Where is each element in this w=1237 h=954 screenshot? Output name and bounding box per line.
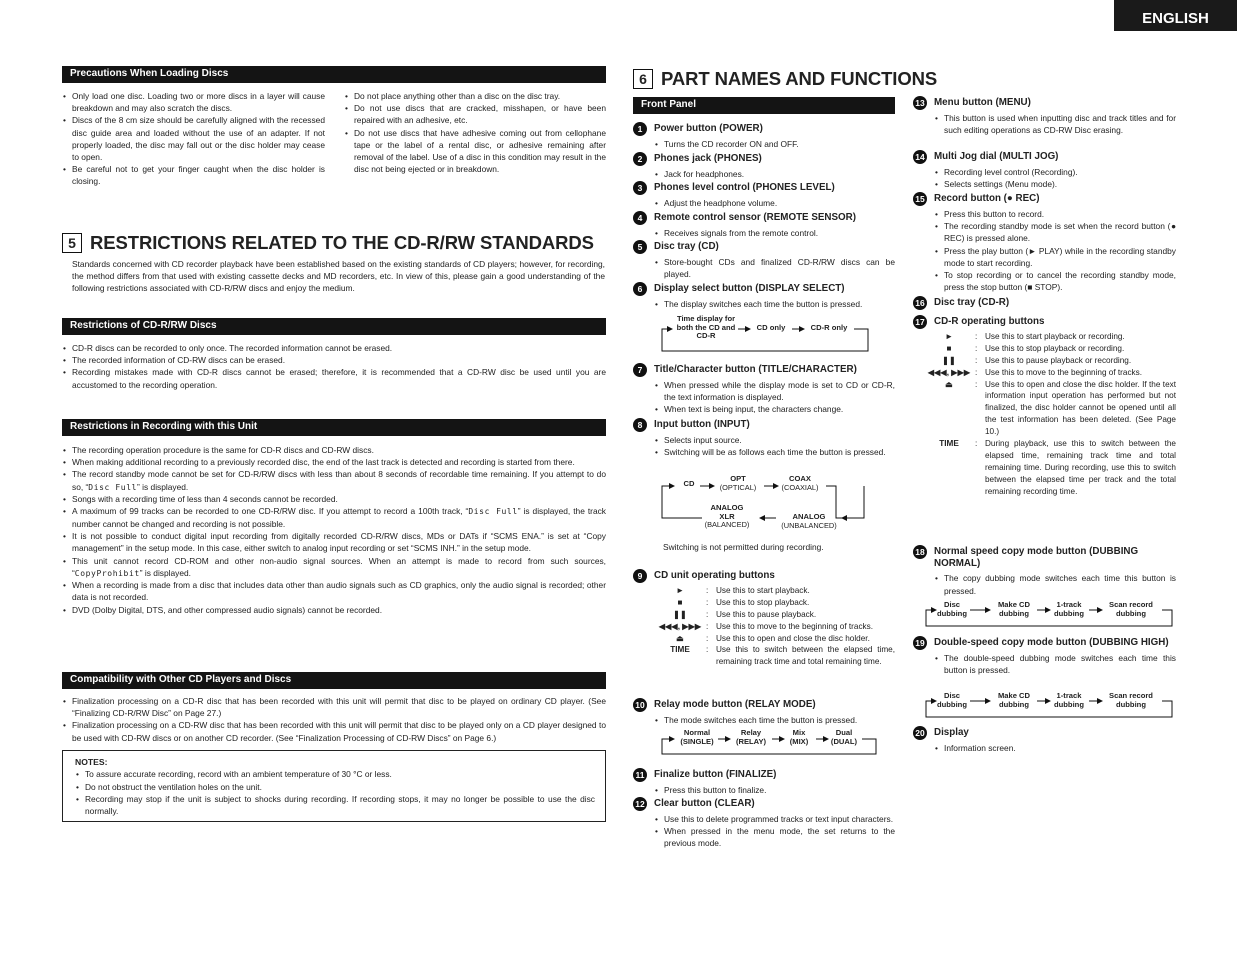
section-5-intro: Standards concerned with CD recorder playback have been established based on the existing standards of CD players; however, for recording, the method differs from that used with existing cassette decks and MD recorders, etc. In view of this, please gain a good understanding of the following restrictions associated with CD-R/RW discs and enjoy the medium.: [72, 259, 605, 294]
eject-icon: ⏏: [676, 633, 684, 643]
section-title: PART NAMES AND FUNCTIONS: [661, 68, 938, 89]
display-message: Disc Full: [88, 482, 138, 492]
list-item: • When making additional recording to a previously recorded disc, the end of the last track is detected and recording is started from there.: [62, 456, 606, 468]
key-desc: Use this to start playback.: [716, 586, 810, 595]
item-desc: • Turns the CD recorder ON and OFF.: [654, 138, 895, 150]
flow-node-label: (RELAY): [735, 736, 767, 746]
item-number: 13: [913, 96, 927, 110]
flow-node-label: Normal: [683, 728, 711, 737]
flow-node-label: dubbing: [937, 608, 967, 618]
flow-node-label: Scan record: [1109, 691, 1153, 700]
item-title: Display select button (DISPLAY SELECT): [654, 283, 845, 294]
key-list: ► : Use this to start playback or recording. ■ : Use this to stop playback or recording. ❚❚ : Use this to pause playback or recording. ◀◀◀, ▶▶▶ : Use this to move to the beginning of tracks. ⏏ : Use this to open and close the disc holder. If the text information input operation has performed but not finalized, the disc holder cannot be opened until all the test information has been deleted. (See Page 10.) TIME : During playback, use this to switch between the elapsed time, remaining track time and total remaining time. During recording, use this to switch between the elapsed time per track and the total remaining recording time.: [923, 331, 1176, 497]
part-item-13: [913, 97, 1176, 136]
dubbing-normal-flow-arrows: [924, 604, 1178, 630]
flow-node-label: dubbing: [1116, 608, 1146, 618]
item-title: Remote control sensor (REMOTE SENSOR): [654, 212, 856, 223]
restrictions-cdrrw-heading: Restrictions of CD-R/RW Discs: [62, 318, 606, 335]
list-item: • Finalization processing on a CD-R disc that has been recorded with this unit will permit that disc to be played on ordinary CD player. (See “Finalizing CD-R/RW Disc” on Page 27.): [62, 695, 606, 719]
item-number: 7: [633, 363, 647, 377]
list-item: • The recording operation procedure is the same for CD-R discs and CD-RW discs.: [62, 444, 606, 456]
flow-node-sub: (BALANCED): [704, 520, 750, 530]
input-flow-note: Switching is not permitted during recording.: [663, 542, 824, 552]
flow-node-cd-only: CD only: [756, 323, 786, 332]
list-item: • Finalization processing on a CD-RW disc that has been recorded with this unit will permit that disc to be played only on a CD player designed to be used with CD-RW discs or on another CD recorder. (See “Finalization Processing of CD-RW Discs” on Page 6.): [62, 719, 606, 743]
compatibility-heading: Compatibility with Other CD Players and Discs: [62, 672, 606, 689]
section-number: 6: [633, 69, 653, 89]
item-desc: • The display switches each time the button is pressed.: [654, 298, 895, 310]
part-item-14: [913, 151, 1176, 190]
key-desc: Use this to pause playback or recording.: [985, 355, 1132, 365]
flow-node-label: (DUAL): [830, 736, 858, 746]
stop-icon: ■: [677, 597, 683, 607]
play-icon: ►: [944, 332, 954, 341]
item-title: CD-R operating buttons: [934, 316, 1045, 327]
list-item: • Do not use discs that have adhesive coming out from cellophane tape or the label of a rental disc, or adhesive remaining after removal of the label. Use of a disc in this condition may result in the disc not being ejected or in breakdown.: [344, 127, 606, 176]
flow-node-cd: CD: [683, 479, 695, 488]
display-message: CopyProhibit: [74, 568, 140, 578]
list-item: • Songs with a recording time of less than 4 seconds cannot be recorded.: [62, 493, 606, 505]
item-title: Clear button (CLEAR): [654, 798, 755, 809]
item-title: Phones jack (PHONES): [654, 153, 762, 164]
part-item-6: [633, 283, 895, 310]
part-item-3: [633, 182, 895, 209]
flow-node-label: COAX: [789, 474, 811, 483]
list-item: • Be careful not to get your finger caught when the disc holder is closing.: [62, 163, 325, 187]
skip-icon: ◀◀◀, ▶▶▶: [658, 621, 702, 631]
stop-icon: ■: [946, 343, 952, 353]
relay-mode-flow-arrows: [660, 732, 880, 758]
item-number: 1: [633, 122, 647, 136]
key-desc: Use this to move to the beginning of tracks.: [716, 621, 874, 631]
item-desc: • The double-speed dubbing mode switches each time this button is pressed.: [934, 652, 1176, 676]
flow-node-label: (SINGLE): [680, 736, 714, 746]
flow-node-label: Mix: [792, 728, 806, 737]
section-5-heading: [62, 230, 594, 257]
item-text: The record standby mode cannot be set for CD-R/RW discs with less than about 8 seconds of recordable time remaining. If you attempt to do so, “: [72, 469, 606, 492]
part-item-7: [633, 364, 895, 416]
flow-node-time-display: Time display for both the CD and CD-R: [676, 314, 736, 341]
list-item: • Recording mistakes made with CD-R discs cannot be erased; therefore, it is recommended that a CD-RW disc be used until you are accustomed to the recording operation.: [62, 366, 606, 390]
list-item: [62, 505, 606, 530]
section-6-heading: [633, 66, 937, 93]
item-desc: • Press the play button (► PLAY) while in the recording standby mode to start recording.: [934, 245, 1176, 269]
list-item: [62, 468, 606, 493]
list-item: • Do not use discs that are cracked, misshapen, or have been repaired with an adhesive, etc.: [344, 102, 606, 126]
item-title: Double-speed copy mode button (DUBBING HIGH): [934, 637, 1169, 648]
item-desc: • Switching will be as follows each time the button is pressed.: [654, 446, 895, 458]
flow-node-label: Scan record: [1109, 600, 1153, 609]
item-title: Relay mode button (RELAY MODE): [654, 699, 816, 710]
item-title: Finalize button (FINALIZE): [654, 769, 777, 780]
language-tab: ENGLISH: [1114, 0, 1237, 31]
item-desc: • Press this button to record.: [934, 208, 1176, 220]
item-number: 4: [633, 211, 647, 225]
item-desc: • Receives signals from the remote control.: [654, 227, 895, 239]
list-item: • When a recording is made from a disc that includes data other than audio signals such as CD graphics, only the audio signal is recorded; other data is not recorded.: [62, 579, 606, 603]
item-number: 6: [633, 282, 647, 296]
item-title: Input button (INPUT): [654, 419, 750, 430]
flow-node-label: ANALOG: [710, 503, 744, 512]
restrictions-unit-list: [62, 444, 606, 616]
time-key: TIME: [670, 645, 690, 655]
item-desc: • Jack for headphones.: [654, 168, 895, 180]
item-title: Disc tray (CD-R): [934, 297, 1010, 308]
skip-icon: ◀◀◀, ▶▶▶: [927, 367, 971, 377]
notes-box: [62, 750, 606, 822]
key-desc: During playback, use this to switch between the elapsed time, remaining track time and total remaining time. During recording, use this to switch between the elapsed time per track and the total remaining recording time.: [985, 439, 1176, 496]
eject-icon: ⏏: [945, 379, 953, 389]
flow-node-label: Make CD: [997, 691, 1031, 700]
list-item: [62, 555, 606, 580]
item-text: ” is displayed, the track number cannot be changed and recording is not possible.: [72, 506, 606, 529]
list-item: • To assure accurate recording, record with an ambient temperature of 30 °C or less.: [75, 768, 595, 780]
key-desc: Use this to stop playback.: [716, 597, 810, 607]
part-item-17: [913, 316, 1176, 497]
item-number: 17: [913, 315, 927, 329]
section-title: RESTRICTIONS RELATED TO THE CD-R/RW STANDARDS: [90, 232, 594, 253]
notes-list: [75, 768, 595, 817]
precautions-heading: Precautions When Loading Discs: [62, 66, 606, 83]
item-desc: • Selects input source.: [654, 434, 895, 446]
item-desc: • Adjust the headphone volume.: [654, 197, 895, 209]
part-item-8: [633, 419, 895, 458]
item-number: 18: [913, 545, 927, 559]
item-title: Display: [934, 727, 969, 738]
part-item-12: [633, 798, 895, 850]
list-item: • Do not place anything other than a disc on the disc tray.: [344, 90, 606, 102]
part-item-10: [633, 699, 895, 726]
item-number: 10: [633, 698, 647, 712]
pause-icon: ❚❚: [942, 355, 956, 365]
flow-node-label: dubbing: [937, 699, 967, 709]
item-desc: • Recording level control (Recording).: [934, 166, 1176, 178]
flow-node-label: 1-track: [1056, 691, 1082, 700]
list-item: • Discs of the 8 cm size should be carefully aligned with the recessed disc guide area and loaded without the use of an adapter. If not properly loaded, the disc may fall out or the disc holder may cease to open.: [62, 114, 325, 163]
list-item: • Only load one disc. Loading two or more discs in a layer will cause breakdown and may also scratch the discs.: [62, 90, 325, 114]
list-item: • DVD (Dolby Digital, DTS, and other compressed audio signals) cannot be recorded.: [62, 604, 606, 616]
item-desc: • When pressed in the menu mode, the set returns to the previous mode.: [654, 825, 895, 849]
item-text: ” is displayed.: [137, 481, 189, 492]
flow-node-label: Disc: [943, 691, 961, 700]
item-text: This unit cannot record CD-ROM and other non-audio signal sources. When an attempt is made to record from such sources, “: [72, 555, 606, 578]
item-desc: • To stop recording or to cancel the recording standby mode, press the stop button (■ STOP).: [934, 269, 1176, 293]
item-number: 12: [633, 797, 647, 811]
flow-node-label: dubbing: [1054, 608, 1084, 618]
item-number: 11: [633, 768, 647, 782]
item-title: Normal speed copy mode button (DUBBING NORMAL): [934, 546, 1139, 570]
flow-node-label: ANALOG: [792, 512, 826, 521]
restrictions-unit-heading: Restrictions in Recording with this Unit: [62, 419, 606, 436]
display-message: Disc Full: [468, 507, 518, 517]
item-desc: • Use this to delete programmed tracks or text input characters.: [654, 813, 895, 825]
play-icon: ►: [675, 586, 685, 595]
flow-node-label: Relay: [740, 728, 762, 737]
flow-node-label: Make CD: [997, 600, 1031, 609]
dubbing-high-flow-arrows: [924, 695, 1178, 721]
item-text: ” is displayed.: [139, 567, 191, 578]
flow-node-label: dubbing: [1116, 699, 1146, 709]
flow-node-label: Disc: [943, 600, 961, 609]
precautions-left-list: [62, 90, 325, 188]
part-item-19: [913, 637, 1176, 676]
time-key: TIME: [939, 439, 959, 449]
part-item-18: [913, 546, 1176, 597]
restrictions-cdrrw-list: [62, 342, 606, 391]
flow-node-cdr-only: CD-R only: [810, 323, 848, 332]
flow-node-label: Dual: [835, 728, 853, 737]
item-desc: • Selects settings (Menu mode).: [934, 178, 1176, 190]
key-list: ► : Use this to start playback. ■ : Use this to stop playback. ❚❚ : Use this to pause playback. ◀◀◀, ▶▶▶ : Use this to move to the beginning of tracks. ⏏ : Use this to open and close the disc holder. TIME : Use this to switch between the elapsed time, remaining track time and total remaining time.: [654, 585, 895, 668]
item-title: Title/Character button (TITLE/CHARACTER): [654, 364, 857, 375]
part-item-15: [913, 193, 1176, 293]
item-title: Power button (POWER): [654, 123, 763, 134]
item-title: Record button (● REC): [934, 193, 1040, 204]
flow-node-label: dubbing: [999, 608, 1029, 618]
key-desc: Use this to pause playback.: [716, 609, 817, 619]
key-desc: Use this to switch between the elapsed time, remaining track time and total remaining time.: [716, 645, 895, 667]
flow-node-label: XLR: [719, 511, 735, 521]
key-desc: Use this to move to the beginning of tracks.: [985, 367, 1143, 377]
item-number: 15: [913, 192, 927, 206]
item-title: Menu button (MENU): [934, 97, 1031, 108]
item-desc: • This button is used when inputting disc and track titles and for such editing operations as CD-RW Disc erasing.: [934, 112, 1176, 136]
item-number: 14: [913, 150, 927, 164]
flow-node-label: OPT: [730, 474, 746, 483]
pause-icon: ❚❚: [673, 609, 687, 619]
key-desc: Use this to stop playback or recording.: [985, 343, 1125, 353]
part-item-20: [913, 727, 1176, 754]
item-title: Phones level control (PHONES LEVEL): [654, 182, 835, 193]
flow-node-label: 1-track: [1056, 600, 1082, 609]
item-desc: • Information screen.: [934, 742, 1176, 754]
list-item: • CD-R discs can be recorded to only once. The recorded information cannot be erased.: [62, 342, 606, 354]
item-desc: • The recording standby mode is set when the record button (● REC) is pressed alone.: [934, 220, 1176, 244]
part-item-11: [633, 769, 895, 796]
item-desc: • When text is being input, the characters change.: [654, 403, 895, 415]
part-item-9: [633, 570, 895, 668]
part-item-2: [633, 153, 895, 180]
item-text: A maximum of 99 tracks can be recorded to one CD-R/RW disc. If you attempt to record a 100th track, “: [72, 506, 469, 517]
front-panel-heading: Front Panel: [633, 97, 895, 114]
list-item: • Do not obstruct the ventilation holes on the unit.: [75, 781, 595, 793]
key-desc: Use this to open and close the disc holder. If the text information input operation has performed but not finalized, the disc holder cannot be opened until all the test information has been deleted. (See Page 10.): [985, 379, 1176, 437]
list-item: • It is not possible to conduct digital input recording from digitally recorded CD-R/RW discs, MDs or DATs if “SCMS ENA.” is set at “Copy management” in the setup mode. In this case, either switch to analog input recording or set “SCMS INH.” in the setup mode.: [62, 530, 606, 554]
item-number: 2: [633, 152, 647, 166]
section-number: 5: [62, 233, 82, 253]
flow-node-sub: (COAXIAL): [781, 482, 819, 492]
compatibility-list: [62, 695, 606, 744]
item-number: 5: [633, 240, 647, 254]
item-desc: • Press this button to finalize.: [654, 784, 895, 796]
item-title: Multi Jog dial (MULTI JOG): [934, 151, 1059, 162]
item-desc: • When pressed while the display mode is set to CD or CD-R, the text information is displayed.: [654, 379, 895, 403]
flow-node-sub: (UNBALANCED): [781, 520, 837, 530]
part-item-5: [633, 241, 895, 280]
list-item: • Recording may stop if the unit is subject to shocks during recording. If recording stops, it may no longer be possible to use the disc normally.: [75, 793, 595, 817]
item-title: Disc tray (CD): [654, 241, 719, 252]
flow-node-label: dubbing: [999, 699, 1029, 709]
item-number: 16: [913, 296, 927, 310]
item-number: 3: [633, 181, 647, 195]
item-desc: • Store-bought CDs and finalized CD-R/RW discs can be played.: [654, 256, 895, 280]
input-flow-arrows: [660, 478, 870, 528]
flow-node-sub: (OPTICAL): [719, 482, 757, 492]
item-desc: • The copy dubbing mode switches each time this button is pressed.: [934, 572, 1176, 596]
flow-node-label: dubbing: [1054, 699, 1084, 709]
item-desc: • The mode switches each time the button is pressed.: [654, 714, 895, 726]
flow-node-label: (MIX): [789, 736, 809, 746]
part-item-4: [633, 212, 895, 239]
precautions-right-list: [344, 90, 606, 175]
item-number: 8: [633, 418, 647, 432]
notes-title: NOTES:: [75, 757, 108, 767]
key-desc: Use this to start playback or recording.: [985, 332, 1125, 341]
item-number: 20: [913, 726, 927, 740]
part-item-1: [633, 123, 895, 150]
list-item: • The recorded information of CD-RW discs can be erased.: [62, 354, 606, 366]
part-item-16: [913, 297, 1176, 310]
item-number: 9: [633, 569, 647, 583]
display-select-flow-arrows: [660, 316, 872, 356]
key-desc: Use this to open and close the disc holder.: [716, 633, 870, 643]
item-number: 19: [913, 636, 927, 650]
item-title: CD unit operating buttons: [654, 570, 775, 581]
